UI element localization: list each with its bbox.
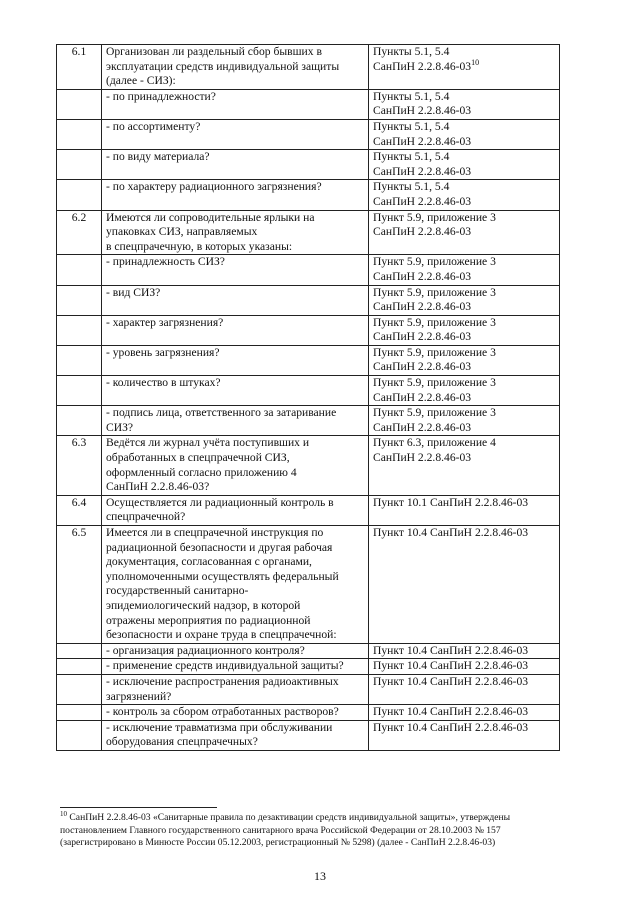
question-cell <box>102 285 369 315</box>
reference-text: Пункт 10.4 СанПиН 2.2.8.46-03 <box>373 643 529 657</box>
question-text: - по виду материала? <box>106 150 210 164</box>
question-text: - исключение распространения радиоактивных загрязнений? <box>106 674 339 703</box>
question-text: - исключение травматизма при обслуживании оборудования спецпрачечных? <box>106 720 333 749</box>
question-text: - вид СИЗ? <box>106 285 161 299</box>
table-row <box>57 495 560 525</box>
reference-text: Пункт 5.9, приложение 3 СанПиН 2.2.8.46-03 <box>373 210 496 239</box>
table-row <box>57 119 560 149</box>
question-cell <box>102 210 369 255</box>
question-text: Осуществляется ли радиационный контроль в спецпрачечной? <box>106 495 334 524</box>
table-row <box>57 406 560 436</box>
item-number <box>57 659 102 675</box>
reference-text: Пункт 5.9, приложение 3 СанПиН 2.2.8.46-03 <box>373 345 496 374</box>
item-number <box>57 643 102 659</box>
table-row <box>57 180 560 210</box>
question-text: - контроль за сбором отработанных растворов? <box>106 705 339 719</box>
reference-text: Пункт 10.1 СанПиН 2.2.8.46-03 <box>373 495 529 509</box>
reference-cell <box>369 674 560 704</box>
question-text: - по ассортименту? <box>106 119 201 133</box>
reference-text: Пункт 5.9, приложение 3 СанПиН 2.2.8.46-03 <box>373 255 496 283</box>
table-row <box>57 705 560 721</box>
reference-text: Пункт 10.4 СанПиН 2.2.8.46-03 <box>373 659 529 673</box>
table-row <box>57 526 560 644</box>
question-text: - по принадлежности? <box>106 89 216 103</box>
item-number <box>57 345 102 375</box>
reference-text: Пункты 5.1, 5.4 СанПиН 2.2.8.46-03 <box>373 119 472 148</box>
question-text: - по характеру радиационного загрязнения? <box>106 180 322 194</box>
item-number: 6.3 <box>57 436 102 495</box>
item-number <box>57 150 102 180</box>
table-row <box>57 436 560 495</box>
reference-text: Пункт 5.9, приложение 3 СанПиН 2.2.8.46-03 <box>373 285 496 314</box>
table-row <box>57 315 560 345</box>
reference-cell <box>369 406 560 436</box>
question-text: Ведётся ли журнал учёта поступивших и обработанных в спецпрачечной СИЗ, оформленный согласно приложению 4 СанПиН 2.2.8.46-03? <box>106 436 310 494</box>
reference-text: Пункт 10.4 СанПиН 2.2.8.46-03 <box>373 705 529 719</box>
reference-text: Пункты 5.1, 5.4 СанПиН 2.2.8.46-03 <box>373 45 472 73</box>
reference-cell <box>369 255 560 285</box>
question-cell <box>102 406 369 436</box>
question-cell <box>102 119 369 149</box>
footnote <box>60 809 565 850</box>
item-number <box>57 406 102 436</box>
reference-cell <box>369 720 560 750</box>
reference-text: Пункт 5.9, приложение 3 СанПиН 2.2.8.46-03 <box>373 315 496 344</box>
reference-cell <box>369 643 560 659</box>
table-row <box>57 674 560 704</box>
reference-cell <box>369 119 560 149</box>
reference-text: Пункты 5.1, 5.4 СанПиН 2.2.8.46-03 <box>373 180 472 208</box>
reference-cell <box>369 526 560 644</box>
question-text: - принадлежность СИЗ? <box>106 255 225 269</box>
reference-cell <box>369 285 560 315</box>
item-number <box>57 255 102 285</box>
item-number <box>57 705 102 721</box>
question-text: - подпись лица, ответственного за затаривание СИЗ? <box>106 406 337 434</box>
question-cell <box>102 674 369 704</box>
reference-text: Пункты 5.1, 5.4 СанПиН 2.2.8.46-03 <box>373 150 472 178</box>
question-cell <box>102 659 369 675</box>
reference-cell <box>369 89 560 119</box>
reference-cell <box>369 495 560 525</box>
question-cell <box>102 720 369 750</box>
item-number <box>57 315 102 345</box>
question-cell <box>102 315 369 345</box>
reference-cell <box>369 210 560 255</box>
table-row <box>57 720 560 750</box>
footnote-separator <box>60 807 217 808</box>
question-cell <box>102 376 369 406</box>
item-number <box>57 180 102 210</box>
question-text: Имеются ли сопроводительные ярлыки на упаковках СИЗ, направляемых в спецпрачечную, в которых указаны: <box>106 210 315 253</box>
question-text: - применение средств индивидуальной защиты? <box>106 659 344 673</box>
footnote-reference: 10 <box>471 57 480 67</box>
item-number <box>57 119 102 149</box>
table-row <box>57 150 560 180</box>
question-cell <box>102 180 369 210</box>
item-number <box>57 720 102 750</box>
table-row <box>57 255 560 285</box>
reference-cell <box>369 150 560 180</box>
table-row <box>57 285 560 315</box>
question-cell <box>102 705 369 721</box>
item-number: 6.2 <box>57 210 102 255</box>
question-cell <box>102 45 369 90</box>
table-row <box>57 643 560 659</box>
footnote-text: СанПиН 2.2.8.46-03 «Санитарные правила по дезактивации средств индивидуальной защиты», утверждены постановлением Главного государственного санитарного врача Российской Федерации от 28.10.2003 № 157 (зарегистрировано в Минюсте России 05.12.2003, регистрационный № 5298) (далее - СанПиН 2.2.8.46-03) <box>60 812 511 849</box>
reference-cell <box>369 659 560 675</box>
question-cell <box>102 150 369 180</box>
question-text: - количество в штуках? <box>106 376 221 390</box>
question-text: - характер загрязнения? <box>106 315 224 329</box>
question-cell <box>102 643 369 659</box>
table-row <box>57 345 560 375</box>
reference-cell <box>369 45 560 90</box>
item-number <box>57 376 102 406</box>
reference-cell <box>369 376 560 406</box>
item-number <box>57 674 102 704</box>
table-row <box>57 89 560 119</box>
page-number: 13 <box>314 869 326 883</box>
reference-cell <box>369 180 560 210</box>
footnote-marker: 10 <box>60 809 67 818</box>
reference-text: Пункт 5.9, приложение 3 СанПиН 2.2.8.46-03 <box>373 406 496 434</box>
reference-cell <box>369 315 560 345</box>
item-number: 6.5 <box>57 526 102 644</box>
checklist-body <box>57 45 560 751</box>
checklist-table <box>56 44 560 751</box>
item-number: 6.4 <box>57 495 102 525</box>
reference-text: Пункт 5.9, приложение 3 СанПиН 2.2.8.46-03 <box>373 376 496 404</box>
table-row <box>57 210 560 255</box>
item-number: 6.1 <box>57 45 102 90</box>
reference-text: Пункт 10.4 СанПиН 2.2.8.46-03 <box>373 526 529 539</box>
question-text: - уровень загрязнения? <box>106 345 220 359</box>
table-row <box>57 659 560 675</box>
reference-text: Пункты 5.1, 5.4 СанПиН 2.2.8.46-03 <box>373 89 472 118</box>
question-cell <box>102 255 369 285</box>
question-cell <box>102 89 369 119</box>
question-text: Организован ли раздельный сбор бывших в эксплуатации средств индивидуальной защиты (далее - СИЗ): <box>106 45 340 88</box>
reference-cell <box>369 345 560 375</box>
question-text: Имеется ли в спецпрачечной инструкция по радиационной безопасности и другая рабочая документация, согласованная с органами, уполномоченными осуществлять федеральный государственный санитарно- эпидемиологический надзор, в которой отражены мероприятия по радиационной безопасности и охране труда в спецпрачечной: <box>106 526 339 642</box>
question-cell <box>102 495 369 525</box>
question-cell <box>102 526 369 644</box>
reference-cell <box>369 436 560 495</box>
question-cell <box>102 345 369 375</box>
reference-cell <box>369 705 560 721</box>
item-number <box>57 285 102 315</box>
table-row <box>57 376 560 406</box>
reference-text: Пункт 10.4 СанПиН 2.2.8.46-03 <box>373 674 529 688</box>
reference-text: Пункт 6.3, приложение 4 СанПиН 2.2.8.46-03 <box>373 436 496 465</box>
question-text: - организация радиационного контроля? <box>106 643 305 657</box>
item-number <box>57 89 102 119</box>
table-row <box>57 45 560 90</box>
reference-text: Пункт 10.4 СанПиН 2.2.8.46-03 <box>373 720 529 734</box>
question-cell <box>102 436 369 495</box>
